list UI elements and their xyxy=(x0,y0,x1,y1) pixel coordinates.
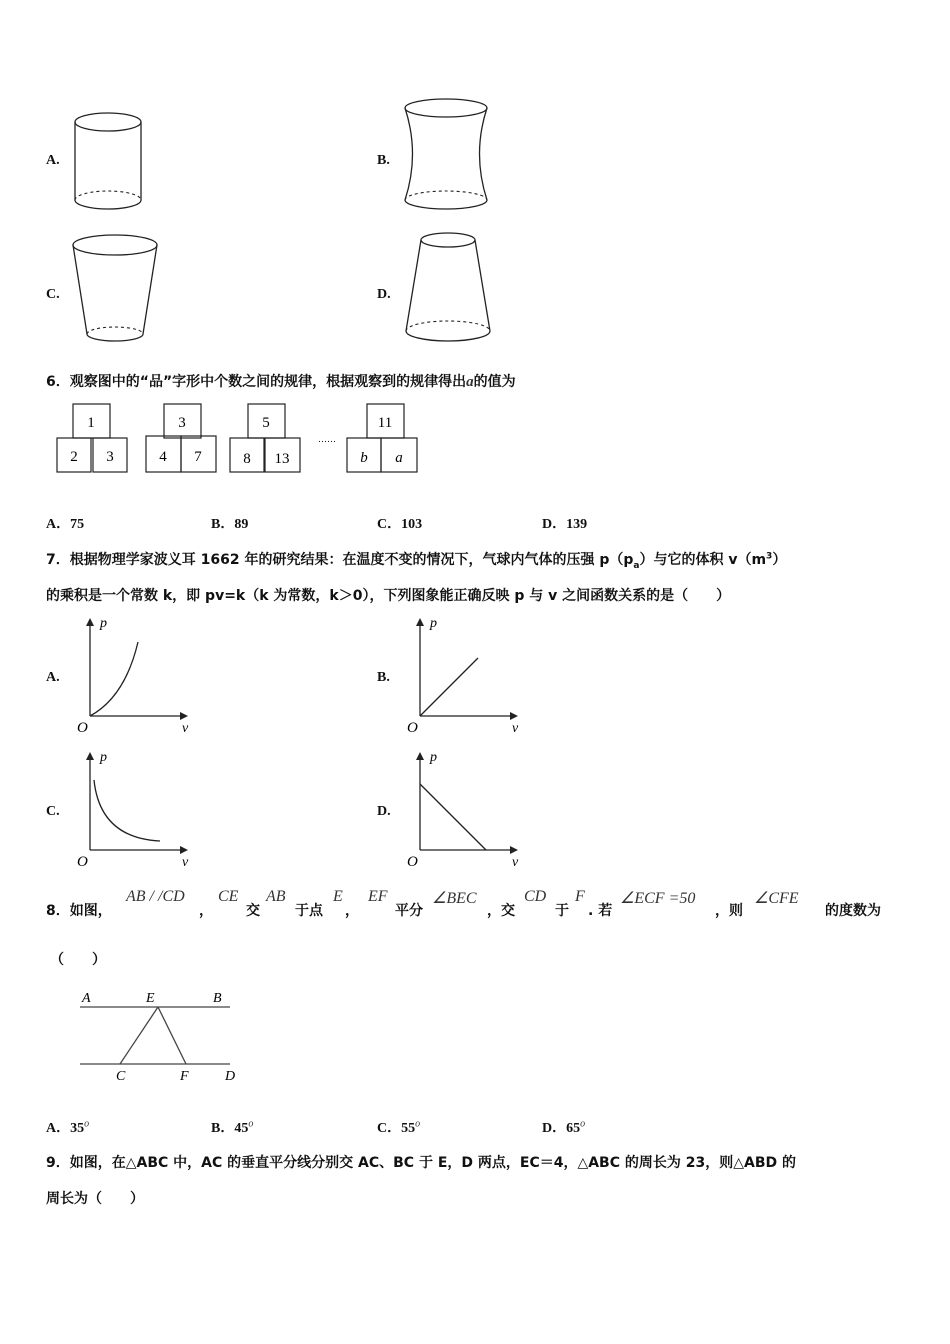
q8-text-pingfen: 平分 xyxy=(395,903,423,919)
q9-stem-line2: 周长为（ ） xyxy=(46,1191,144,1207)
q7-d-origin: O xyxy=(407,854,418,870)
q5-concave-cylinder-figure xyxy=(398,96,494,214)
q7-b-axis-p: p xyxy=(430,616,437,631)
q8-text-ze: ，则 xyxy=(715,903,743,919)
q8-option-d-text: D．65 xyxy=(542,1121,581,1136)
q7-graph-c xyxy=(70,746,198,870)
q7-c-axis-p: p xyxy=(100,750,107,765)
q7-b-axis-v: v xyxy=(512,721,519,736)
q8-option-c-degree: o xyxy=(415,1118,421,1130)
q7-c-origin: O xyxy=(77,854,88,870)
q8-label-f: F xyxy=(180,1069,189,1084)
q6-stem xyxy=(46,371,516,391)
q6-fig4-top: 11 xyxy=(377,415,393,431)
q7-option-a-label: A. xyxy=(46,670,60,685)
q6-fig3-left: 8 xyxy=(243,451,251,467)
q6-fig1-right: 3 xyxy=(106,449,114,465)
q7-stem-line1 xyxy=(46,549,786,571)
q7-option-b-label: B. xyxy=(377,670,390,685)
q5-frustum-wide-top-figure xyxy=(68,232,162,348)
q8-math-e: E xyxy=(333,888,343,905)
q8-math-ab-parallel-cd: AB / /CD xyxy=(126,888,185,905)
q6-option-b[interactable]: B．89 xyxy=(211,517,249,532)
q8-math-ab: AB xyxy=(266,888,286,905)
q7-line1-sub: a xyxy=(633,560,640,571)
q5-cylinder-figure xyxy=(70,108,148,216)
q8-math-ce: CE xyxy=(218,888,239,905)
q7-b-origin: O xyxy=(407,720,418,736)
q8-option-d[interactable] xyxy=(542,1117,585,1137)
q7-graph-a xyxy=(70,612,198,736)
q8-text-jiao: 交 xyxy=(246,903,260,919)
q6-var-a: a xyxy=(466,374,474,390)
q5-option-b-label: B. xyxy=(377,153,390,168)
q8-math-angle-cfe: ∠CFE xyxy=(754,890,799,907)
q7-option-c-label: C. xyxy=(46,804,60,819)
q5-option-d-label: D. xyxy=(377,287,391,302)
q8-segment-ec xyxy=(120,1007,158,1064)
q7-option-d-label: D. xyxy=(377,804,391,819)
q7-b-straight-line xyxy=(420,658,478,716)
q8-option-d-degree: o xyxy=(580,1118,586,1130)
q8-label-a: A xyxy=(82,991,91,1006)
q6-fig4-left: b xyxy=(360,450,368,466)
q8-option-b-degree: o xyxy=(248,1118,254,1130)
q7-stem-line2: 的乘积是一个常数 k，即 pv=k（k 为常数，k＞0），下列图象能正确反映 p 与 v 之间函数关系的是（ ） xyxy=(46,588,731,604)
q8-segment-ef xyxy=(158,1007,186,1064)
q8-option-b-text: B．45 xyxy=(211,1121,249,1136)
q6-stem-text: 6．观察图中的“品”字形中个数之间的规律，根据观察到的规律得出 xyxy=(46,374,467,390)
q7-a-axis-p: p xyxy=(100,616,107,631)
q8-label-c: C xyxy=(116,1069,126,1084)
q8-num: 8．如图， xyxy=(46,903,112,919)
q8-text-jiao2: ，交 xyxy=(487,903,515,919)
q8-math-cd: CD xyxy=(524,888,547,905)
q6-option-d[interactable]: D．139 xyxy=(542,517,588,532)
q8-option-a-degree: o xyxy=(84,1118,90,1130)
q6-fig3-top: 5 xyxy=(262,415,270,431)
q7-line1-sup: 3 xyxy=(766,551,773,562)
q7-c-axis-v: v xyxy=(182,855,189,870)
q5-option-c-label: C. xyxy=(46,287,60,302)
q6-pin-figures xyxy=(50,400,430,480)
q7-d-decreasing-line xyxy=(420,784,486,850)
q6-fig1-left: 2 xyxy=(70,449,78,465)
q6-fig1-top: 1 xyxy=(87,415,95,431)
q7-line1-text: 7．根据物理学家波义耳 1662 年的研究结果：在温度不变的情况下，气球内气体的压强 p（p xyxy=(46,552,634,568)
q6-fig2-right: 7 xyxy=(194,449,202,465)
q7-a-axis-v: v xyxy=(182,721,189,736)
q8-text-dushu: 的度数为 xyxy=(825,903,881,919)
q7-line1-end: ） xyxy=(772,552,787,568)
q7-a-increasing-curve xyxy=(90,642,138,716)
q7-graph-b xyxy=(400,612,528,736)
q7-d-axis-p: p xyxy=(430,750,437,765)
q8-math-angle-bec: ∠BEC xyxy=(432,890,477,907)
q8-option-a[interactable] xyxy=(46,1117,89,1137)
q8-label-d: D xyxy=(225,1069,236,1084)
q8-answer-paren: （ ） xyxy=(50,952,106,968)
q5-option-a-label: A. xyxy=(46,153,60,168)
q8-label-e: E xyxy=(146,991,155,1006)
q7-graph-d xyxy=(400,746,528,870)
q5-frustum-wide-bottom-figure xyxy=(400,228,498,348)
q6-ellipsis: …… xyxy=(318,434,336,444)
q8-option-a-text: A．35 xyxy=(46,1121,85,1136)
q7-line1-mid: ）与它的体积 v（m xyxy=(639,552,767,568)
q8-math-ef: EF xyxy=(368,888,388,905)
q7-a-origin: O xyxy=(77,720,88,736)
q7-c-hyperbola-curve xyxy=(94,780,160,841)
q8-comma2: ， xyxy=(345,903,359,919)
q8-text-yu: 于 xyxy=(555,903,569,919)
q8-parallel-lines-figure xyxy=(70,984,250,1088)
q8-text-ruo: . 若 xyxy=(588,903,613,919)
q8-option-c[interactable] xyxy=(377,1117,420,1137)
q6-option-a[interactable]: A．75 xyxy=(46,517,85,532)
q7-d-axis-v: v xyxy=(512,855,519,870)
q6-option-c[interactable]: C．103 xyxy=(377,517,423,532)
q9-stem-line1: 9．如图，在△ABC 中，AC 的垂直平分线分别交 AC、BC 于 E，D 两点，EC＝4，△ABC 的周长为 23，则△ABD 的 xyxy=(46,1155,797,1171)
q8-math-f: F xyxy=(575,888,585,905)
q6-fig2-left: 4 xyxy=(159,449,167,465)
q8-option-c-text: C．55 xyxy=(377,1121,416,1136)
q8-option-b[interactable] xyxy=(211,1117,253,1137)
q6-fig4-right: a xyxy=(395,450,403,466)
q8-math-angle-ecf: ∠ECF =50 xyxy=(620,890,696,907)
q8-label-b: B xyxy=(213,991,222,1006)
q8-text-yudian: 于点 xyxy=(295,903,323,919)
q6-fig3-right: 13 xyxy=(274,451,290,467)
q8-comma1: ， xyxy=(199,903,213,919)
q6-stem-end: 的值为 xyxy=(473,374,516,390)
q6-fig2-top: 3 xyxy=(178,415,186,431)
